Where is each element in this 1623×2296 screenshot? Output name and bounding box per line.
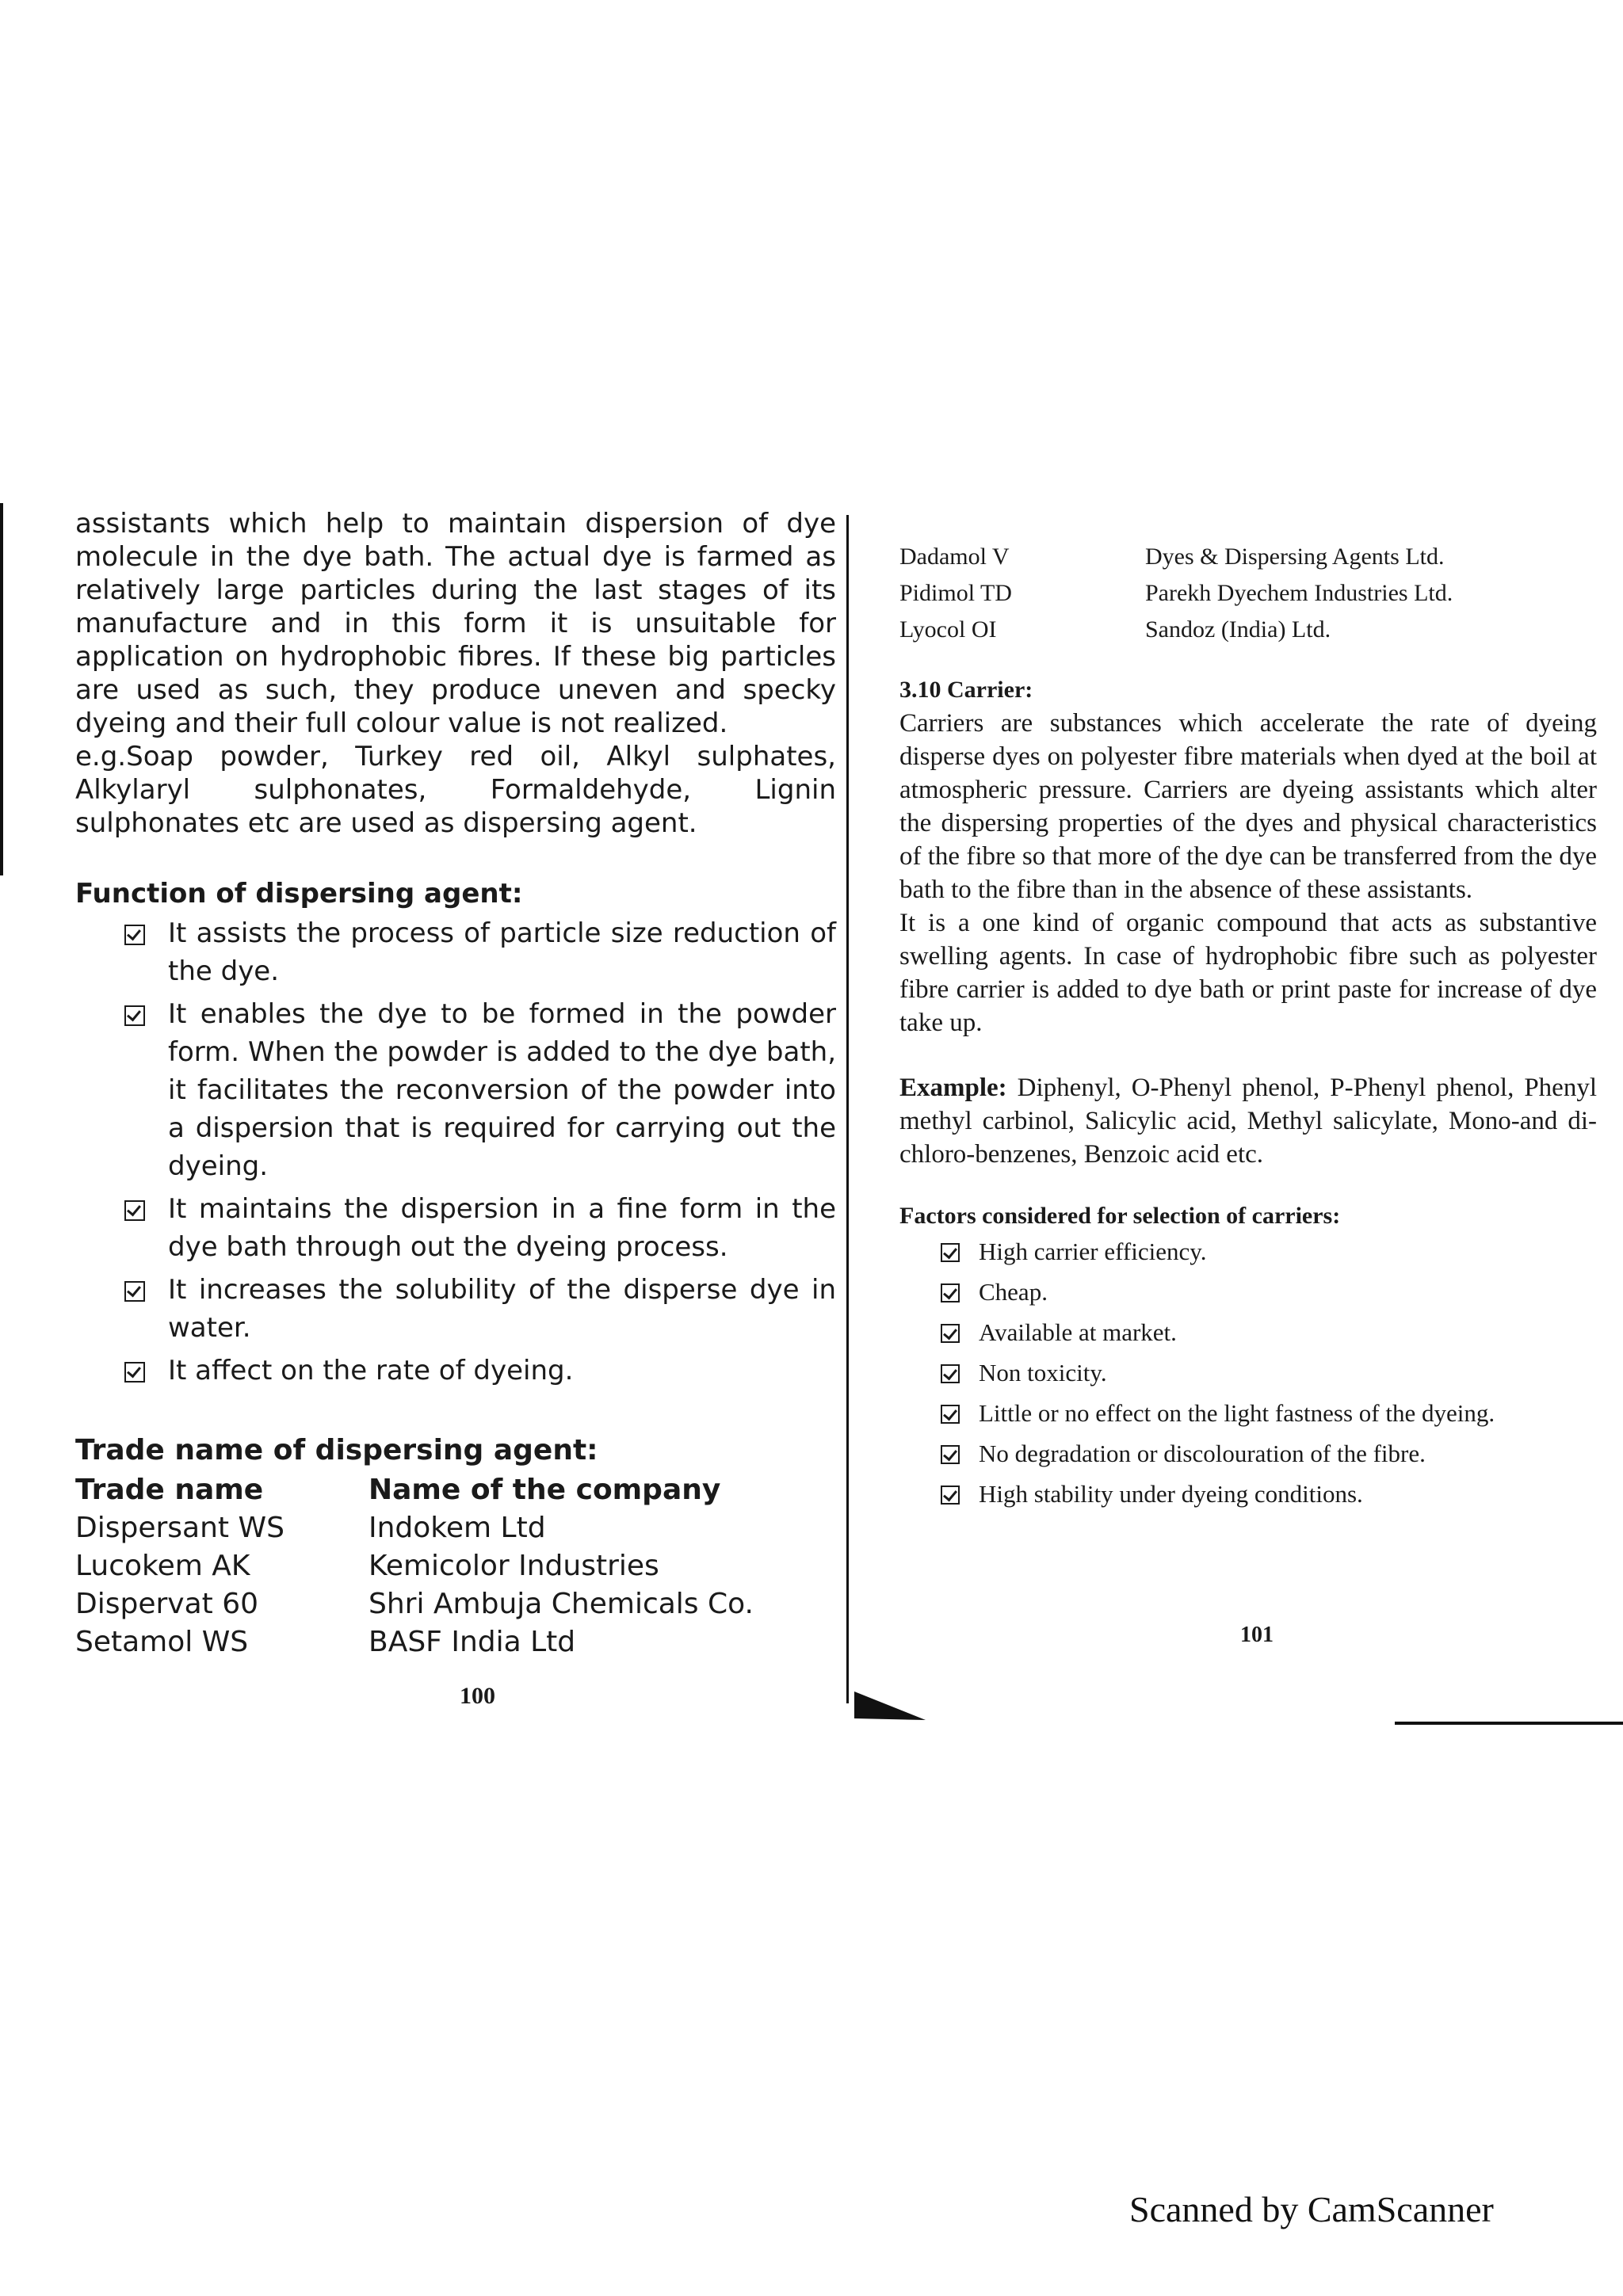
trade-name-cell: Lucokem AK <box>75 1550 250 1582</box>
factors-list <box>899 1233 1597 1513</box>
gutter-page-curl <box>854 1691 926 1723</box>
company-cell: Parekh Dyechem Industries Ltd. <box>1145 580 1453 606</box>
factors-heading: Factors considered for selection of carriers: <box>899 1203 1341 1229</box>
list-item: Cheap. <box>941 1273 1597 1311</box>
list-item: It maintains the dispersion in a fine form in the dye bath through out the dyeing process. <box>124 1190 836 1266</box>
list-item: Non toxicity. <box>941 1354 1597 1392</box>
trade-name-table-continued <box>899 539 1453 648</box>
checkbox-icon <box>941 1486 960 1505</box>
trade-name-cell: Pidimol TD <box>899 580 1012 606</box>
table-row <box>75 1547 754 1585</box>
checkbox-icon <box>124 1362 145 1383</box>
list-item: It affect on the rate of dyeing. <box>124 1352 836 1390</box>
table-row <box>75 1509 754 1547</box>
carrier-paragraph-2: It is a one kind of organic compound that acts as substantive swelling agents. In case of hydrophobic fibre such as polyester fibre carrier is added to dye bath or print paste for increase of dye take up. <box>899 909 1597 1037</box>
company-column-header: Name of the company <box>369 1474 721 1506</box>
list-item: No degradation or discolouration of the fibre. <box>941 1435 1597 1473</box>
left-page <box>75 507 836 1661</box>
intro-paragraph: assistants which help to maintain dispersion of dye molecule in the dye bath. The actual dye is farmed as relatively large particles during the last stages of its manufacture and in this form it is unsuitable for application on hydrophobic fibres. If these big particles are used as such, they produce uneven and specky dyeing and their full colour value is not realized. <box>75 508 836 739</box>
company-cell: Kemicolor Industries <box>369 1550 659 1582</box>
trade-heading: Trade name of dispersing agent: <box>75 1434 598 1466</box>
list-item: It assists the process of particle size reduction of the dye. <box>124 914 836 990</box>
carrier-heading: 3.10 Carrier: <box>899 677 1033 703</box>
checkbox-icon <box>941 1283 960 1302</box>
checkbox-icon <box>124 1200 145 1221</box>
company-cell: BASF India Ltd <box>369 1626 576 1658</box>
example-text: Diphenyl, O-Phenyl phenol, P-Phenyl phenol, Phenyl methyl carbinol, Salicylic acid, Methyl salicylate, Mono-and di-chloro-benzenes, Benzoic acid etc. <box>899 1074 1597 1169</box>
checkbox-icon <box>941 1364 960 1383</box>
table-row <box>899 539 1453 575</box>
checkbox-icon <box>941 1445 960 1464</box>
scanner-watermark: Scanned by CamScanner <box>1129 2189 1494 2229</box>
list-item: Available at market. <box>941 1314 1597 1352</box>
company-cell: Sandoz (India) Ltd. <box>1145 616 1331 643</box>
checkbox-icon <box>941 1243 960 1262</box>
checkbox-icon <box>941 1405 960 1424</box>
gutter-rule <box>846 515 849 1703</box>
table-row <box>899 612 1453 648</box>
table-row <box>75 1623 754 1661</box>
right-page <box>899 539 1597 1516</box>
trade-name-cell: Lyocol OI <box>899 616 997 643</box>
example-paragraph <box>899 1071 1597 1171</box>
company-cell: Dyes & Dispersing Agents Ltd. <box>1145 543 1445 570</box>
table-row <box>899 575 1453 612</box>
trade-name-cell: Dispersant WS <box>75 1512 285 1544</box>
function-heading: Function of dispersing agent: <box>75 878 523 910</box>
list-item: It increases the solubility of the disperse dye in water. <box>124 1271 836 1347</box>
page-number-left: 100 <box>460 1683 495 1709</box>
company-cell: Shri Ambuja Chemicals Co. <box>369 1588 754 1620</box>
left-edge-rule <box>0 503 3 875</box>
table-header-row <box>75 1471 754 1509</box>
checkbox-icon <box>124 1005 145 1026</box>
list-item: High stability under dyeing conditions. <box>941 1475 1597 1513</box>
page-number-right: 101 <box>1240 1623 1274 1647</box>
example-label: Example: <box>899 1074 1007 1102</box>
carrier-paragraph-1: Carriers are substances which accelerate the rate of dyeing disperse dyes on polyester fibre materials when dyed at the boil at atmospheric pressure. Carriers are dyeing assistants which alter the dispersing properties of the dyes and physical characteristics of the fibre so that more of the dye can be transferred from the dye bath to the fibre than in the absence of these assistants. <box>899 709 1597 904</box>
example-paragraph: e.g.Soap powder, Turkey red oil, Alkyl sulphates, Alkylaryl sulphonates, Formaldehyde, Lignin sulphonates etc are used as dispersing agent. <box>75 741 836 839</box>
company-cell: Indokem Ltd <box>369 1512 546 1544</box>
trade-name-cell: Setamol WS <box>75 1626 249 1658</box>
list-item: It enables the dye to be formed in the powder form. When the powder is added to the dye bath, it facilitates the reconversion of the powder into a dispersion that is required for carrying out the dyeing. <box>124 995 836 1185</box>
trade-name-column-header: Trade name <box>75 1474 264 1506</box>
function-list <box>75 914 836 1390</box>
trade-name-cell: Dadamol V <box>899 543 1010 570</box>
bottom-rule <box>1395 1722 1623 1725</box>
table-row <box>75 1585 754 1623</box>
trade-name-cell: Dispervat 60 <box>75 1588 259 1620</box>
list-item: High carrier efficiency. <box>941 1233 1597 1271</box>
checkbox-icon <box>124 925 145 945</box>
trade-name-table <box>75 1471 754 1661</box>
list-item: Little or no effect on the light fastness of the dyeing. <box>941 1394 1597 1432</box>
checkbox-icon <box>124 1281 145 1302</box>
checkbox-icon <box>941 1324 960 1343</box>
